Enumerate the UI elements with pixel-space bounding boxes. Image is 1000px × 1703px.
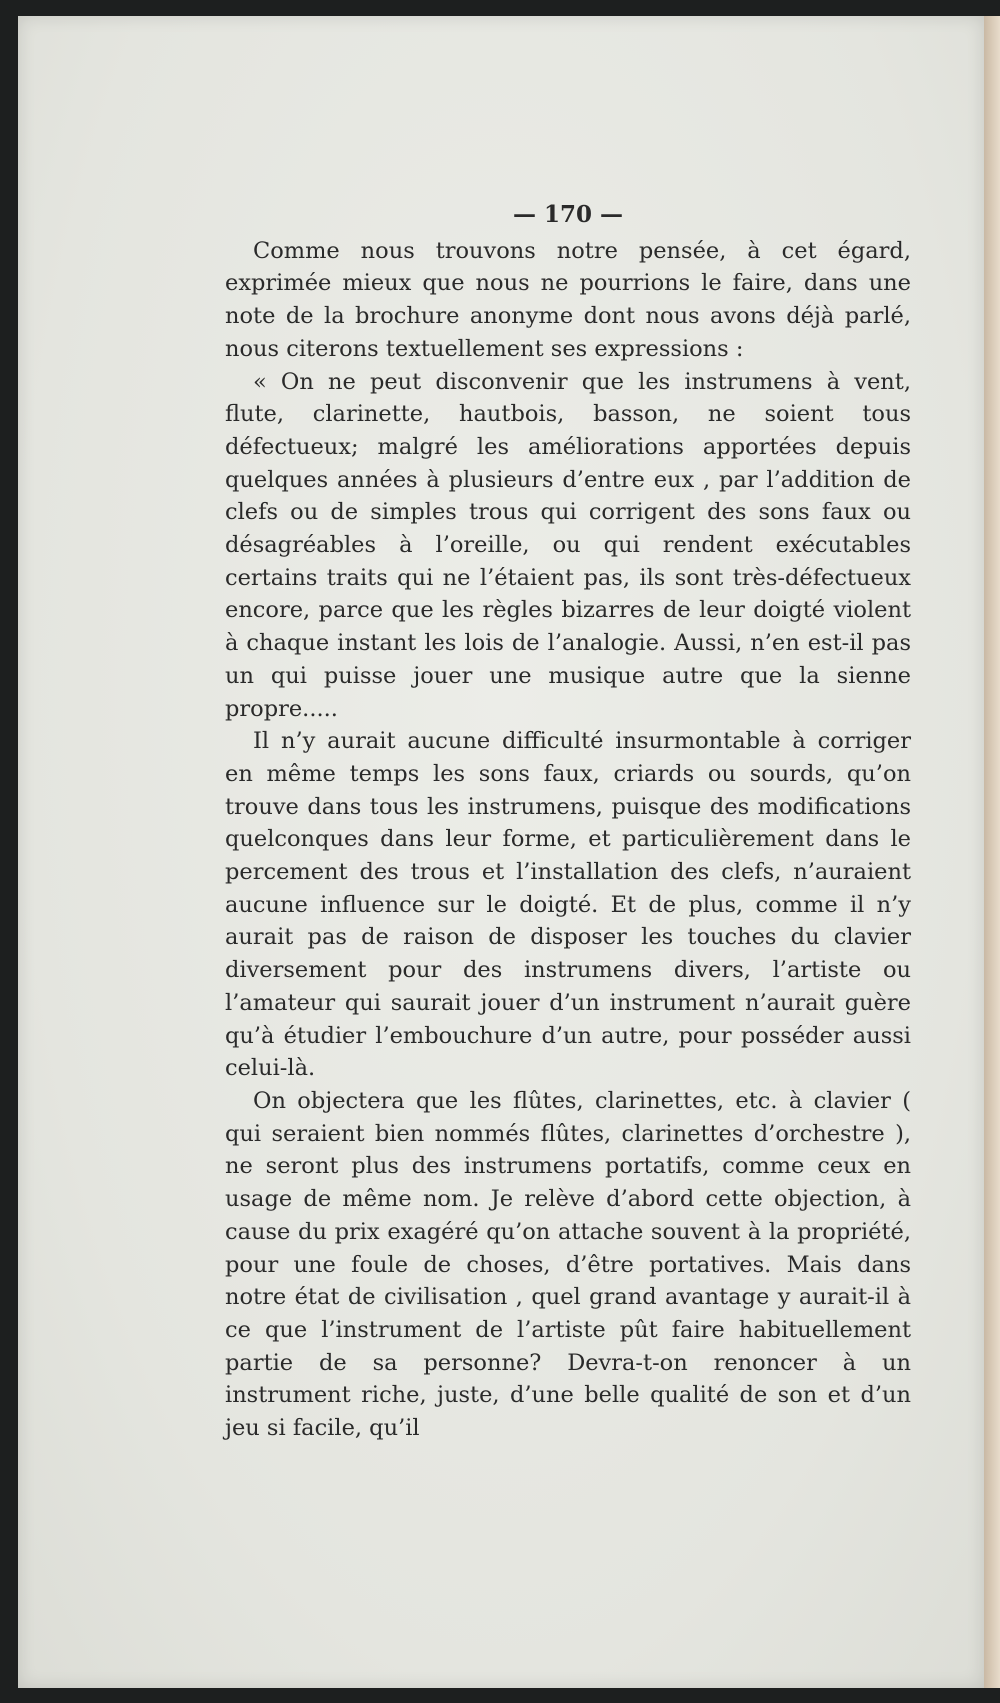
- book-page: [18, 16, 984, 1688]
- paragraph-1: Comme nous trouvons notre pensée, à cet égard, exprimée mieux que nous ne pourrions le faire, dans une note de la brochure anonyme dont nous avons déjà parlé, nous citerons textuellement ses expressions :: [225, 237, 911, 362]
- page-text: [225, 199, 911, 1445]
- page-number: — 170 —: [512, 201, 624, 228]
- paragraph-2: « On ne peut disconvenir que les instrumens à vent, flute, clarinette, hautbois, basson, ne soient tous défectueux; malgré les améliorations apportées depuis quelques années à plusieurs d’entre eux , par l’addition de clefs ou de simples trous qui corrigent des sons faux ou désagréables à l’oreille, ou qui rendent exécutables certains traits qui ne l’étaient pas, ils sont très-défectueux encore, parce que les règles bizarres de leur doigté violent à chaque instant les lois de l’analogie. Aussi, n’en est-il pas un qui puisse jouer une musique autre que la sienne propre.....: [225, 368, 911, 722]
- paragraph-3: Il n’y aurait aucune difficulté insurmontable à corriger en même temps les sons faux, criards ou sourds, qu’on trouve dans tous les instrumens, puisque des modifications quelconques dans leur forme, et particulièrement dans le percement des trous et l’installation des clefs, n’auraient aucune influence sur le doigté. Et de plus, comme il n’y aurait pas de raison de disposer les touches du clavier diversement pour des instrumens divers, l’artiste ou l’amateur qui saurait jouer d’un instrument n’aurait guère qu’à étudier l’embouchure d’un autre, pour posséder aussi celui-là.: [225, 728, 911, 1082]
- paragraph-4: On objectera que les flûtes, clarinettes, etc. à clavier ( qui seraient bien nommés flûtes, clarinettes d’orchestre ), ne seront plus des instrumens portatifs, comme ceux en usage de même nom. Je relève d’abord cette objection, à cause du prix exagéré qu’on attache souvent à la propriété, pour une foule de choses, d’être portatives. Mais dans notre état de civilisation , quel grand avantage y aurait-il à ce que l’instrument de l’artiste pût faire habituellement partie de sa personne? Devra-t-on renoncer à un instrument riche, juste, d’une belle qualité de son et d’un jeu si facile, qu’il: [225, 1087, 911, 1442]
- adjacent-page-edge: [984, 16, 1000, 1688]
